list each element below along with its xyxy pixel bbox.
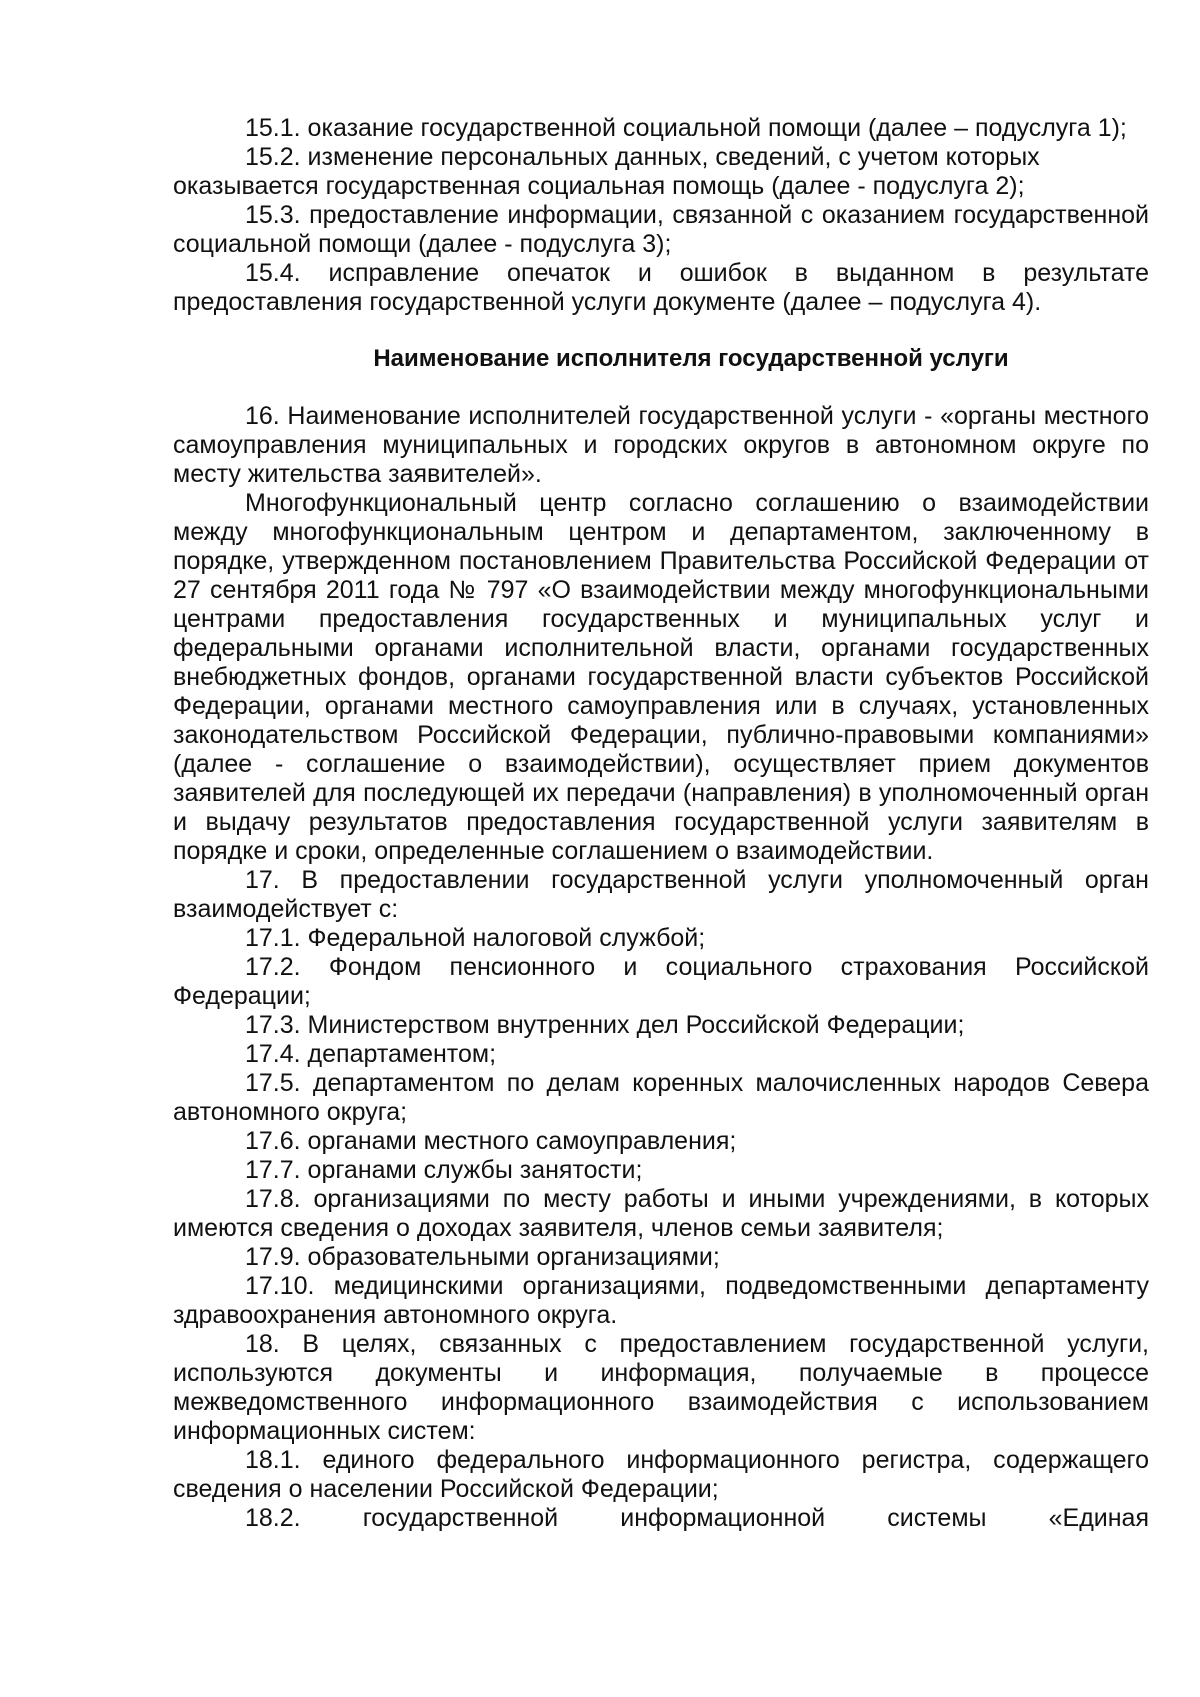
item-17-9: 17.9. образовательными организациями; (245, 1243, 720, 1271)
item-18-2: 18.2. государственной информационной системы «Единая (245, 1504, 1149, 1532)
item-17-4: 17.4. департаментом; (245, 1040, 497, 1068)
item-17-7: 17.7. органами службы занятости; (245, 1156, 643, 1184)
item-17-1: 17.1. Федеральной налоговой службой; (245, 924, 706, 952)
item-15-1: 15.1. оказание государственной социальной помощи (далее – подуслуга 1); (245, 114, 1127, 142)
item-16: 16. Наименование исполнителей государственной услуги - «органы местного самоуправления муниципальных и городских округов в автономном округе по месту жительства заявителей». (173, 402, 1149, 488)
item-15-3: 15.3. предоставление информации, связанной с оказанием государственной социальной помощи (далее - подуслуга 3); (173, 201, 1149, 258)
item-18-1: 18.1. единого федерального информационного регистра, содержащего сведения о населении Российской Федерации; (173, 1446, 1149, 1503)
item-18: 18. В целях, связанных с предоставлением государственной услуги, используются документы и информация, получаемые в процессе межведомственного информационного взаимодействия с использованием информационных систем: (173, 1330, 1149, 1445)
item-15-2: 15.2. изменение персональных данных, сведений, с учетом которых оказывается государственная социальная помощь (далее - подуслуга 2); (173, 143, 1040, 200)
document-page (173, 114, 1149, 1533)
item-17-2: 17.2. Фондом пенсионного и социального страхования Российской Федерации; (173, 953, 1149, 1010)
item-17-8: 17.8. организациями по месту работы и иными учреждениями, в которых имеются сведения о доходах заявителя, членов семьи заявителя; (173, 1185, 1149, 1242)
item-17-3: 17.3. Министерством внутренних дел Российской Федерации; (245, 1011, 965, 1039)
item-17-6: 17.6. органами местного самоуправления; (245, 1127, 737, 1155)
item-15-4: 15.4. исправление опечаток и ошибок в выданном в результате предоставления государственной услуги документе (далее – подуслуга 4). (173, 259, 1149, 316)
item-17-5: 17.5. департаментом по делам коренных малочисленных народов Севера автономного округа; (173, 1069, 1149, 1126)
item-17-10: 17.10. медицинскими организациями, подведомственными департаменту здравоохранения автономного округа. (173, 1272, 1149, 1329)
item-17: 17. В предоставлении государственной услуги уполномоченный орган взаимодействует с: (173, 866, 1149, 923)
section-heading: Наименование исполнителя государственной услуги (373, 345, 1009, 372)
mfc-paragraph: Многофункциональный центр согласно соглашению о взаимодействии между многофункциональным центром и департаментом, заключенному в порядке, утвержденном постановлением Правительства Российской Федерации от 27 сентября 2011 года № 797 «О взаимодействии между многофункциональными центрами предоставления государственных и муниципальных услуг и федеральными органами исполнительной власти, органами государственных внебюджетных фондов, органами государственной власти субъектов Российской Федерации, органами местного самоуправления или в случаях, установленных законодательством Российской Федерации, публично-правовыми компаниями» (далее - соглашение о взаимодействии), осуществляет прием документов заявителей для последующей их передачи (направления) в уполномоченный орган и выдачу результатов предоставления государственной услуги заявителям в порядке и сроки, определенные соглашением о взаимодействии. (173, 489, 1149, 865)
